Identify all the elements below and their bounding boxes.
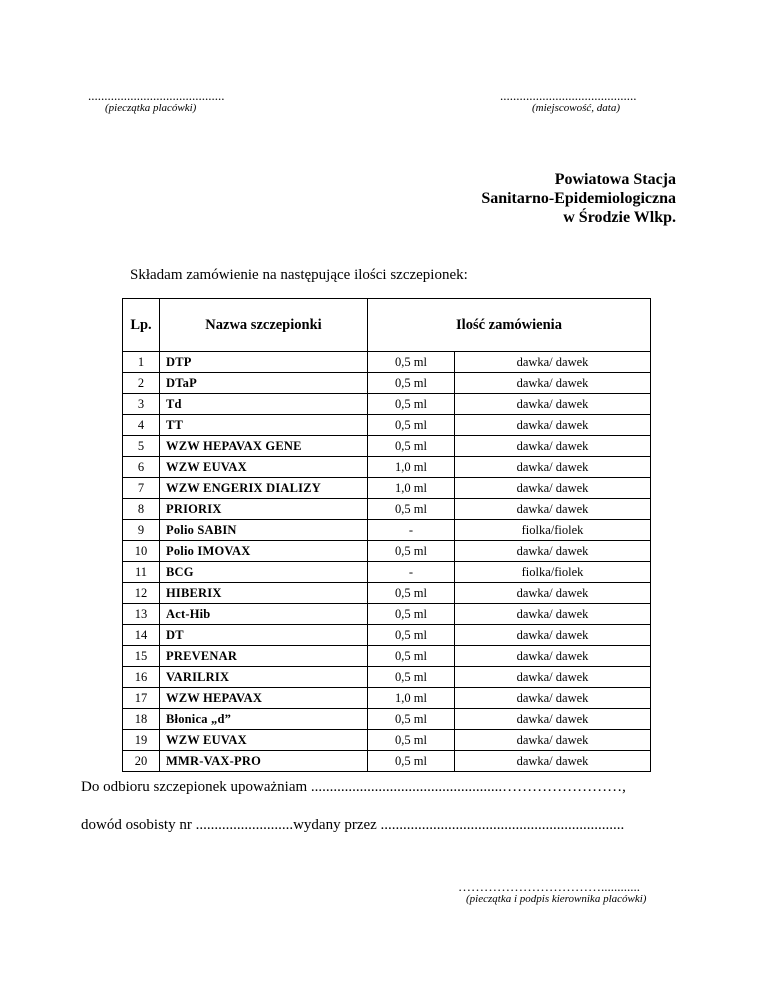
row-lp: 4 [123,415,160,436]
row-dose: 1,0 ml [368,688,455,709]
table-row [123,394,651,415]
row-unit: dawka/ dawek [455,373,651,394]
row-lp: 8 [123,499,160,520]
table-row [123,541,651,562]
row-name: TT [160,415,368,436]
header-qty: Ilość zamówienia [368,299,651,352]
row-dose: 0,5 ml [368,541,455,562]
row-dose: 0,5 ml [368,415,455,436]
row-lp: 16 [123,667,160,688]
row-unit: dawka/ dawek [455,415,651,436]
table-row [123,625,651,646]
row-unit: dawka/ dawek [455,709,651,730]
row-unit: dawka/ dawek [455,352,651,373]
row-dose: 0,5 ml [368,499,455,520]
row-lp: 13 [123,604,160,625]
table-row [123,415,651,436]
row-unit: dawka/ dawek [455,457,651,478]
row-lp: 15 [123,646,160,667]
row-dose: 0,5 ml [368,751,455,772]
table-row [123,688,651,709]
row-lp: 12 [123,583,160,604]
stamp-dots: .......................................... [88,88,225,103]
row-unit: dawka/ dawek [455,394,651,415]
row-name: DTP [160,352,368,373]
row-lp: 14 [123,625,160,646]
stamp-caption: (pieczątka placówki) [105,102,197,114]
row-unit: dawka/ dawek [455,646,651,667]
row-name: BCG [160,562,368,583]
row-lp: 2 [123,373,160,394]
table-row [123,562,651,583]
row-dose: 0,5 ml [368,394,455,415]
row-dose: 0,5 ml [368,352,455,373]
row-dose: 1,0 ml [368,478,455,499]
table-row [123,751,651,772]
row-dose: 0,5 ml [368,604,455,625]
signature-dots: ……………………………............ [458,879,640,894]
row-dose: 0,5 ml [368,583,455,604]
table-row [123,604,651,625]
id-document-line: dowód osobisty nr ..........................wydany przez ................................................................. [81,817,625,833]
row-lp: 3 [123,394,160,415]
row-name: Act-Hib [160,604,368,625]
row-name: DTaP [160,373,368,394]
row-name: PRIORIX [160,499,368,520]
row-lp: 9 [123,520,160,541]
row-dose: 0,5 ml [368,730,455,751]
row-name: MMR-VAX-PRO [160,751,368,772]
row-dose: 0,5 ml [368,667,455,688]
row-lp: 5 [123,436,160,457]
row-unit: dawka/ dawek [455,541,651,562]
place-date-dots: .......................................... [500,88,637,103]
row-unit: dawka/ dawek [455,730,651,751]
row-unit: dawka/ dawek [455,625,651,646]
row-unit: dawka/ dawek [455,478,651,499]
row-name: WZW EUVAX [160,730,368,751]
row-name: Błonica „d” [160,709,368,730]
addressee-line-2: Sanitarno-Epidemiologiczna [481,190,676,207]
table-header-row [123,299,651,352]
table-row [123,730,651,751]
table-row [123,646,651,667]
table-row [123,373,651,394]
table-row [123,436,651,457]
row-unit: dawka/ dawek [455,436,651,457]
row-lp: 6 [123,457,160,478]
table-row [123,667,651,688]
row-name: WZW HEPAVAX GENE [160,436,368,457]
row-lp: 19 [123,730,160,751]
intro-text: Składam zamówienie na następujące ilości szczepionek: [130,267,468,283]
row-dose: - [368,562,455,583]
row-lp: 10 [123,541,160,562]
row-dose: 0,5 ml [368,436,455,457]
row-unit: dawka/ dawek [455,499,651,520]
row-dose: 0,5 ml [368,646,455,667]
row-unit: dawka/ dawek [455,583,651,604]
row-lp: 11 [123,562,160,583]
addressee-line-3: w Środzie Wlkp. [563,209,676,226]
signature-caption: (pieczątka i podpis kierownika placówki) [466,893,647,905]
table-row [123,709,651,730]
row-unit: fiolka/fiolek [455,562,651,583]
vaccine-table [122,298,651,772]
header-lp: Lp. [123,299,160,352]
row-name: HIBERIX [160,583,368,604]
addressee-line-1: Powiatowa Stacja [554,171,676,188]
header-name: Nazwa szczepionki [160,299,368,352]
row-dose: 0,5 ml [368,625,455,646]
row-name: Polio IMOVAX [160,541,368,562]
row-name: Polio SABIN [160,520,368,541]
table-row [123,457,651,478]
table-row [123,352,651,373]
row-unit: dawka/ dawek [455,667,651,688]
row-name: WZW HEPAVAX [160,688,368,709]
row-dose: 1,0 ml [368,457,455,478]
table-row [123,583,651,604]
row-name: PREVENAR [160,646,368,667]
row-name: DT [160,625,368,646]
row-dose: 0,5 ml [368,373,455,394]
row-lp: 7 [123,478,160,499]
row-unit: dawka/ dawek [455,688,651,709]
row-name: VARILRIX [160,667,368,688]
table-row [123,478,651,499]
row-lp: 1 [123,352,160,373]
row-dose: - [368,520,455,541]
table-row [123,499,651,520]
row-dose: 0,5 ml [368,709,455,730]
row-lp: 20 [123,751,160,772]
row-lp: 18 [123,709,160,730]
authorization-line: Do odbioru szczepionek upoważniam ...................................................……………………, [81,779,626,795]
row-name: WZW ENGERIX DIALIZY [160,478,368,499]
place-date-caption: (miejscowość, data) [532,102,620,114]
addressee-block [481,170,676,227]
row-name: WZW EUVAX [160,457,368,478]
table-row [123,520,651,541]
row-name: Td [160,394,368,415]
row-unit: dawka/ dawek [455,604,651,625]
row-unit: dawka/ dawek [455,751,651,772]
row-unit: fiolka/fiolek [455,520,651,541]
row-lp: 17 [123,688,160,709]
